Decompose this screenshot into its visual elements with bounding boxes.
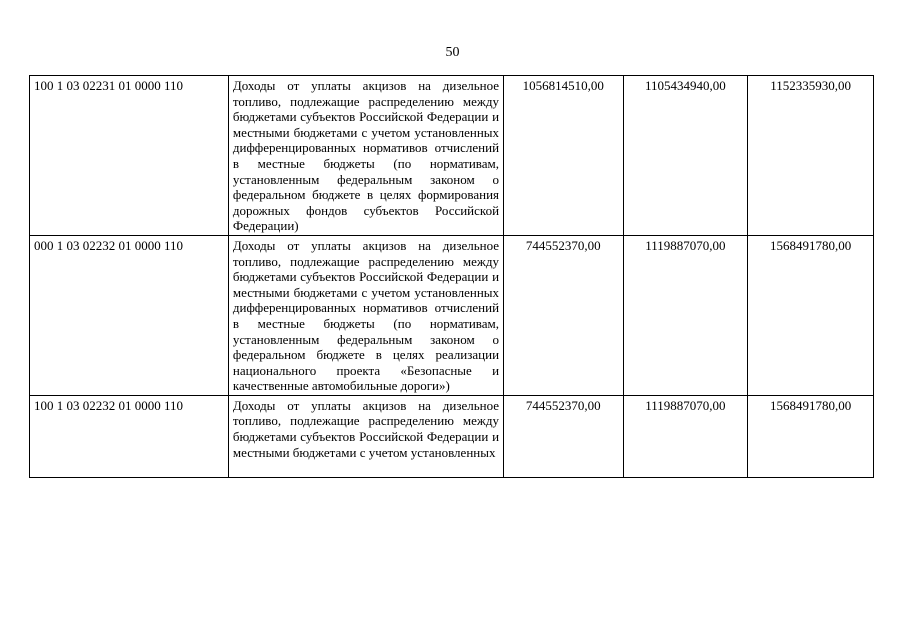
table-row — [30, 235, 874, 395]
value-3-cell: 1568491780,00 — [748, 235, 874, 395]
value-2-cell: 1119887070,00 — [623, 235, 748, 395]
page-number: 50 — [445, 45, 460, 60]
table-row — [30, 395, 874, 477]
revenue-name-cell: Доходы от уплаты акцизов на дизельное топливо, подлежащие распределению между бюджетами субъектов Российской Федерации и местными бюджетами с учетом установленных дифференцированных нормативов отчислений в местные бюджеты (по нормативам, установленным федеральным законом о федеральном бюджете в целях формирования дорожных фондов субъектов Российской Федерации) — [228, 76, 503, 236]
value-3-cell: 1152335930,00 — [748, 76, 874, 236]
value-3-cell: 1568491780,00 — [748, 395, 874, 477]
budget-revenue-table — [29, 75, 874, 478]
revenue-name-cell: Доходы от уплаты акцизов на дизельное топливо, подлежащие распределению между бюджетами субъектов Российской Федерации и местными бюджетами с учетом установленных дифференцированных нормативов отчислений в местные бюджеты (по нормативам, установленным федеральным законом о федеральном бюджете в целях реализации национального проекта «Безопасные и качественные автомобильные дороги») — [228, 235, 503, 395]
revenue-code-cell: 100 1 03 02231 01 0000 110 — [30, 76, 229, 236]
value-2-cell: 1119887070,00 — [623, 395, 748, 477]
revenue-name-cell: Доходы от уплаты акцизов на дизельное топливо, подлежащие распределению между бюджетами субъектов Российской Федерации и местными бюджетами с учетом установленных — [228, 395, 503, 477]
value-2-cell: 1105434940,00 — [623, 76, 748, 236]
table-row — [30, 76, 874, 236]
revenue-code-cell: 000 1 03 02232 01 0000 110 — [30, 235, 229, 395]
revenue-code-cell: 100 1 03 02232 01 0000 110 — [30, 395, 229, 477]
value-1-cell: 744552370,00 — [504, 395, 624, 477]
value-1-cell: 1056814510,00 — [504, 76, 624, 236]
value-1-cell: 744552370,00 — [504, 235, 624, 395]
